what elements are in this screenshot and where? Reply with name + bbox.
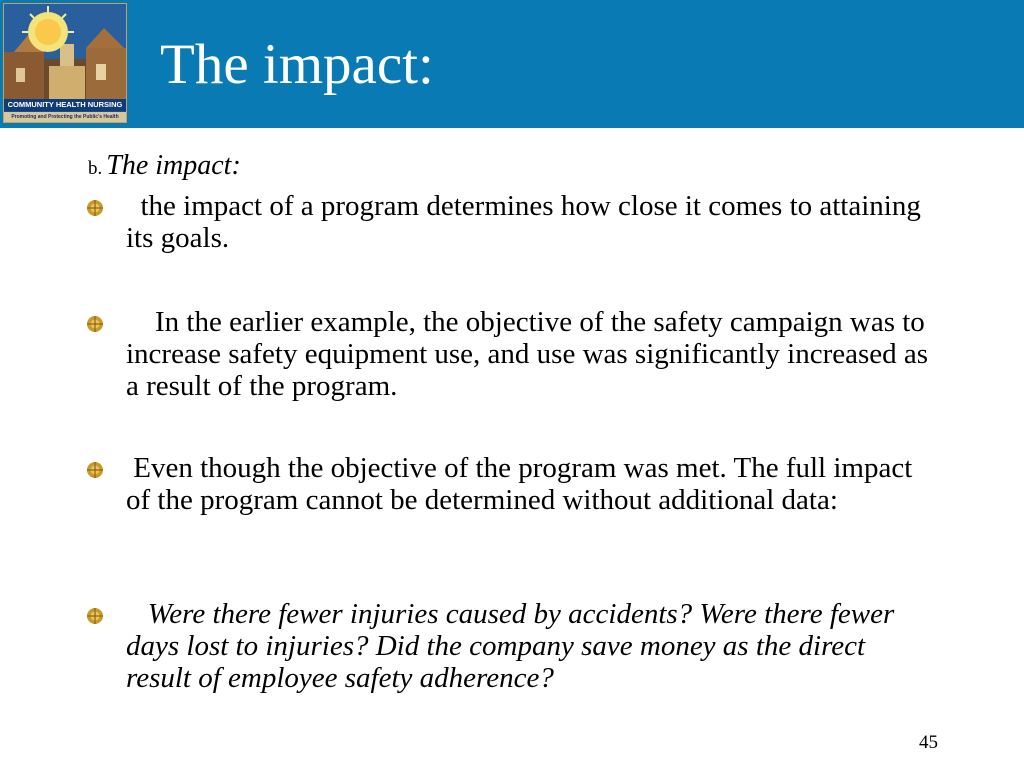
page-number: 45 — [919, 732, 938, 753]
circle-bullet-icon — [86, 607, 104, 625]
circle-bullet-icon — [86, 315, 104, 333]
sub-label — [88, 148, 241, 188]
community-health-nursing-logo — [3, 3, 127, 123]
bullet-text: Were there fewer injuries caused by accidents? Were there fewer days lost to injuries? Did the company save money as the direct result of employee safety adherence? — [126, 598, 902, 694]
circle-bullet-icon — [86, 199, 104, 217]
circle-bullet-icon — [86, 461, 104, 479]
logo-emblem-graphic — [4, 4, 126, 99]
logo-tagline: Promoting and Protecting the Public's Health — [4, 112, 126, 122]
bullet-text: In the earlier example, the objective of the safety campaign was to increase safety equipment use, and use was significantly increased as a result of the program. — [126, 306, 936, 402]
bullet-text: Even though the objective of the program was met. The full impact of the program cannot be determined without additional data: — [126, 452, 920, 516]
logo-name: COMMUNITY HEALTH NURSING — [4, 99, 126, 111]
sub-label-marker: b. — [88, 158, 103, 179]
sub-label-text: The impact: — [106, 150, 241, 181]
slide-title: The impact: — [160, 33, 434, 96]
bullet-text: the impact of a program determines how close it comes to attaining its goals. — [126, 190, 929, 254]
header-band — [0, 0, 1024, 128]
